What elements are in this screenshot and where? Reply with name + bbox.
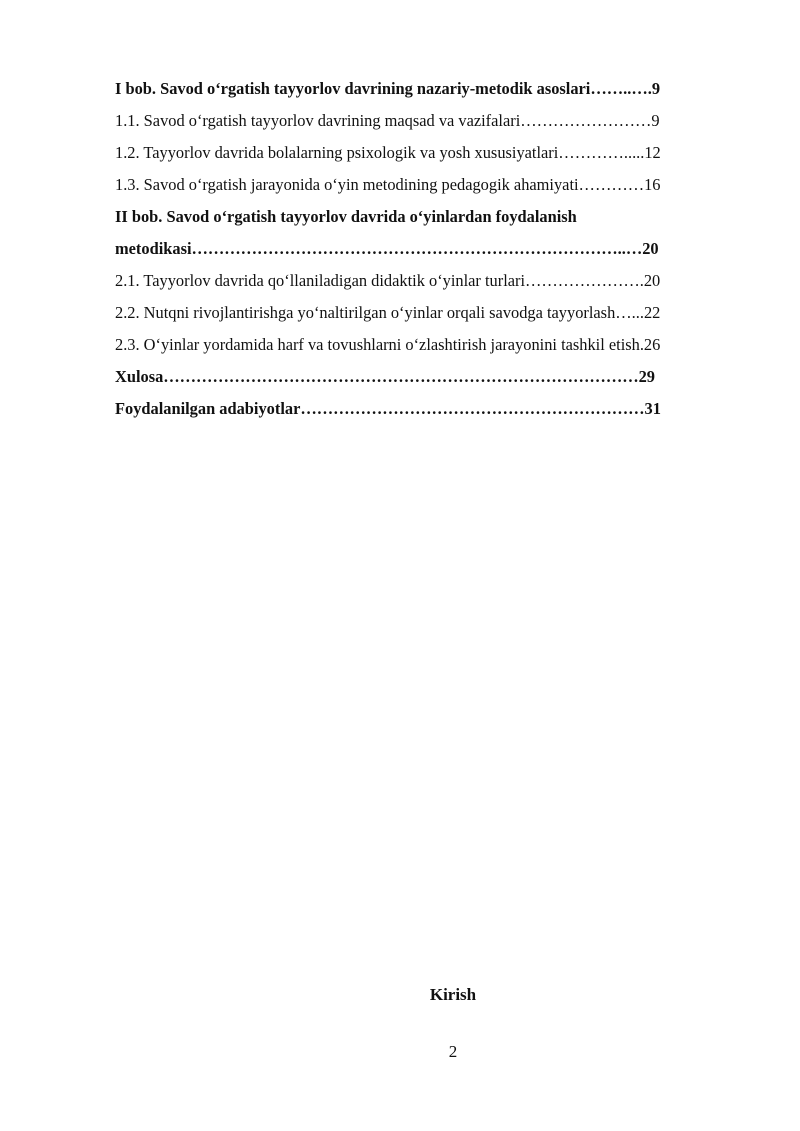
toc-entry-references: Foydalanilgan adabiyotlar………………………………………………………31 xyxy=(115,399,661,418)
toc-entry-2-3: 2.3. Oʻyinlar yordamida harf va tovushlarni oʻzlashtirish jarayonini tashkil etish.26 xyxy=(115,335,661,354)
toc-entry-chapter-2-line-2: metodikasi……………………………………………………………………..…20 xyxy=(115,239,659,258)
toc-entry-1-1: 1.1. Savod oʻrgatish tayyorlov davrining maqsad va vazifalari……………………9 xyxy=(115,111,660,130)
toc-entry-conclusion: Xulosa……………………………………………………………………………29 xyxy=(115,367,655,386)
section-heading: Kirish xyxy=(429,985,477,1004)
page-number: 2 xyxy=(448,1042,458,1061)
toc-entry-1-3: 1.3. Savod oʻrgatish jarayonida oʻyin metodining pedagogik ahamiyati…………16 xyxy=(115,175,661,194)
toc-entry-chapter-1: I bob. Savod oʻrgatish tayyorlov davrining nazariy-metodik asoslari……..….9 xyxy=(115,79,661,98)
toc-entry-chapter-2-line-1: II bob. Savod oʻrgatish tayyorlov davrida oʻyinlardan foydalanish xyxy=(115,207,577,226)
toc-entry-2-1: 2.1. Tayyorlov davrida qoʻllaniladigan didaktik oʻyinlar turlari………………….20 xyxy=(115,271,661,290)
toc-entry-2-2: 2.2. Nutqni rivojlantirishga yoʻnaltirilgan oʻyinlar orqali savodga tayyorlash…...22 xyxy=(115,303,661,322)
table-of-contents xyxy=(115,76,742,428)
toc-entry-1-2: 1.2. Tayyorlov davrida bolalarning psixologik va yosh xususiyatlari………….....12 xyxy=(115,143,661,162)
